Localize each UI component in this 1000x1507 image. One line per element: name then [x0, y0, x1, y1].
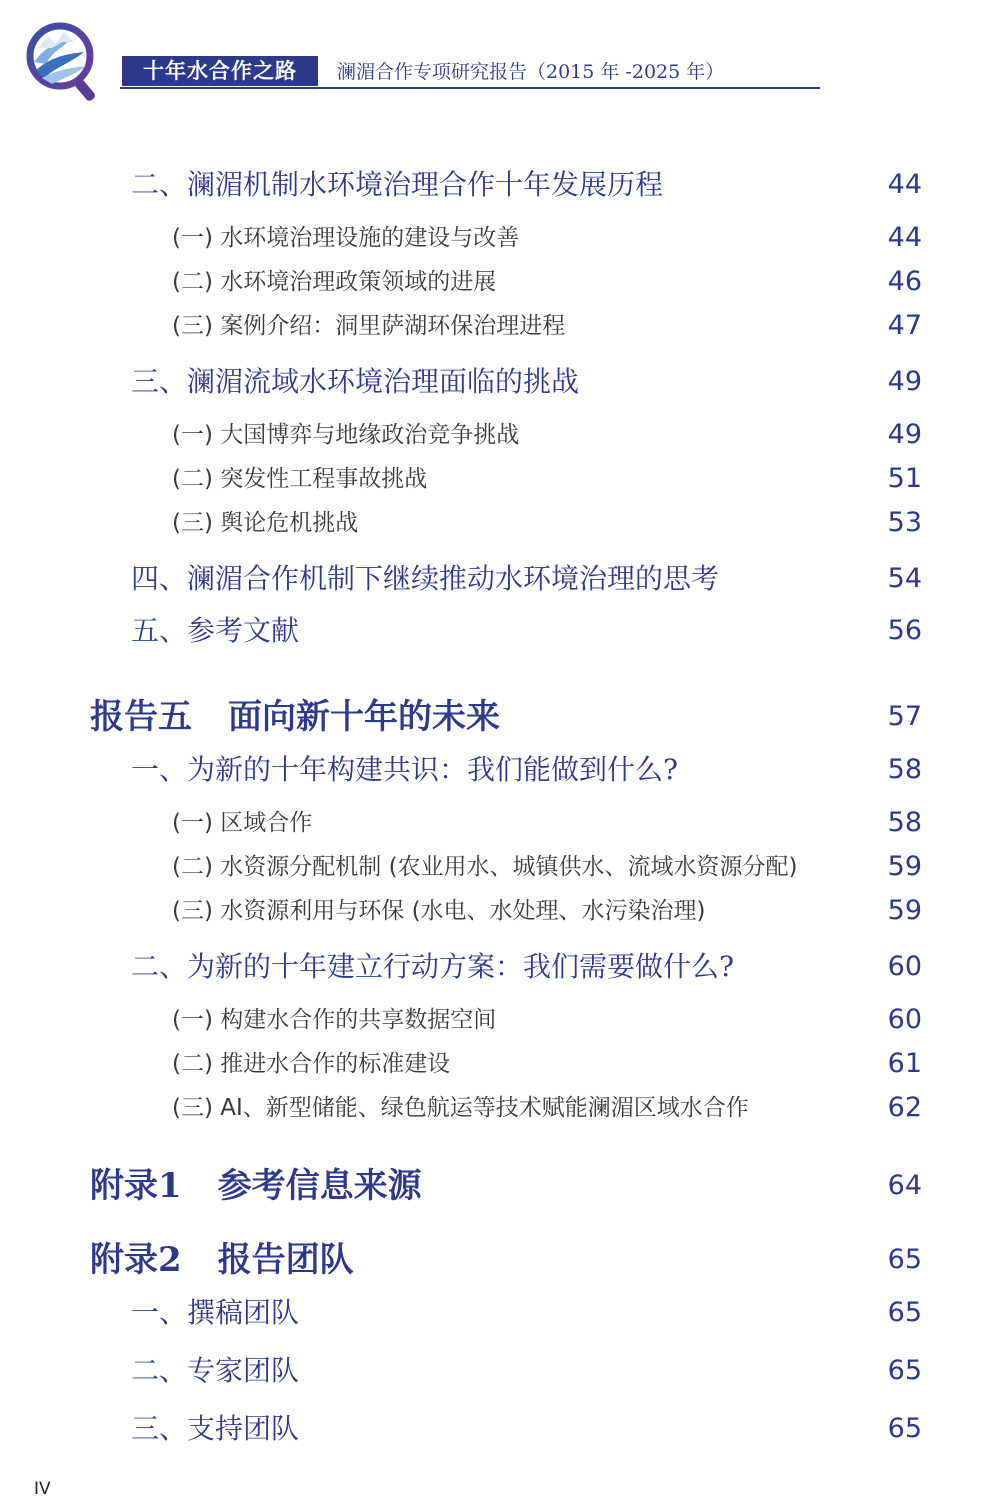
report-number: 报告五: [90, 697, 192, 737]
toc-entry-page: 64: [887, 1170, 922, 1201]
toc-entry-page: 49: [887, 419, 922, 450]
toc-entry-page: 65: [887, 1244, 922, 1275]
toc-entry-label: (三) 舆论危机挑战: [172, 510, 359, 536]
toc-entry-label: 三、澜湄流域水环境治理面临的挑战: [131, 365, 580, 398]
report-title: 面向新十年的未来: [228, 697, 500, 737]
appendix-title: 报告团队: [217, 1240, 354, 1280]
toc-entry-page: 60: [887, 1004, 922, 1035]
page-header: [0, 0, 1000, 120]
toc-entry-page: 44: [887, 169, 922, 200]
toc-entry-page: 49: [887, 366, 922, 397]
toc-entry-label: (二) 突发性工程事故挑战: [172, 466, 428, 492]
toc-entry-page: 51: [887, 463, 922, 494]
toc-entry-page: 46: [887, 266, 922, 297]
toc-entry-label: 三、支持团队: [131, 1412, 300, 1445]
toc-entry-label: 二、澜湄机制水环境治理合作十年发展历程: [131, 168, 664, 201]
toc-entry-label: [90, 1164, 422, 1208]
toc-entry-label: (三) 案例介绍：洞里萨湖环保治理进程: [172, 313, 566, 339]
toc-entry-page: 54: [887, 563, 922, 594]
appendix-number: 附录1: [90, 1166, 182, 1206]
header-rule: [120, 87, 820, 89]
toc-entry-label: [90, 695, 500, 739]
toc-entry-page: 56: [887, 615, 922, 646]
toc-entry-label: 一、撰稿团队: [131, 1296, 300, 1329]
appendix-number: 附录2: [90, 1240, 182, 1280]
toc-entry-label: 二、专家团队: [131, 1354, 300, 1387]
river-magnifier-logo: [22, 18, 106, 104]
toc-entry-label: [90, 1238, 354, 1282]
toc-entry-page: 57: [887, 701, 922, 732]
toc-entry-label: (二) 水环境治理政策领域的进展: [172, 269, 497, 295]
toc-entry-label: (一) 构建水合作的共享数据空间: [172, 1007, 497, 1033]
toc-entry-page: 58: [887, 807, 922, 838]
toc-entry-label: (一) 区域合作: [172, 810, 313, 836]
toc-entry-label: (三) 水资源利用与环保 (水电、水处理、水污染治理): [172, 898, 706, 924]
toc-entry-page: 65: [887, 1355, 922, 1386]
toc-entry-label: 二、为新的十年建立行动方案：我们需要做什么?: [131, 950, 735, 983]
toc-entry-page: 65: [887, 1413, 922, 1444]
toc-entry-page: 47: [887, 310, 922, 341]
toc-entry-label: (二) 推进水合作的标准建设: [172, 1051, 451, 1077]
report-subtitle: 澜湄合作专项研究报告（2015 年 -2025 年）: [337, 61, 725, 83]
toc-entry-page: 59: [887, 851, 922, 882]
toc-entry-page: 62: [887, 1092, 922, 1123]
toc-entry-page: 60: [887, 951, 922, 982]
toc-entry-page: 59: [887, 895, 922, 926]
toc-entry-label: (二) 水资源分配机制 (农业用水、城镇供水、流域水资源分配): [172, 854, 798, 880]
series-title: 十年水合作之路: [122, 56, 318, 86]
toc-entry-label: 四、澜湄合作机制下继续推动水环境治理的思考: [131, 562, 720, 595]
page-number: IV: [34, 1479, 51, 1499]
toc-entry-page: 61: [887, 1048, 922, 1079]
toc-entry-label: (一) 大国博弈与地缘政治竞争挑战: [172, 422, 520, 448]
toc-entry-page: 58: [887, 754, 922, 785]
toc-entry-label: 五、参考文献: [131, 614, 300, 647]
toc-entry-label: (三) AI、新型储能、绿色航运等技术赋能澜湄区域水合作: [172, 1095, 749, 1121]
toc-entry-label: 一、为新的十年构建共识：我们能做到什么?: [131, 753, 679, 786]
appendix-title: 参考信息来源: [217, 1166, 422, 1206]
toc-entry-page: 44: [887, 222, 922, 253]
toc-entry-label: (一) 水环境治理设施的建设与改善: [172, 225, 520, 251]
toc-entry-page: 65: [887, 1297, 922, 1328]
toc-entry-page: 53: [887, 507, 922, 538]
